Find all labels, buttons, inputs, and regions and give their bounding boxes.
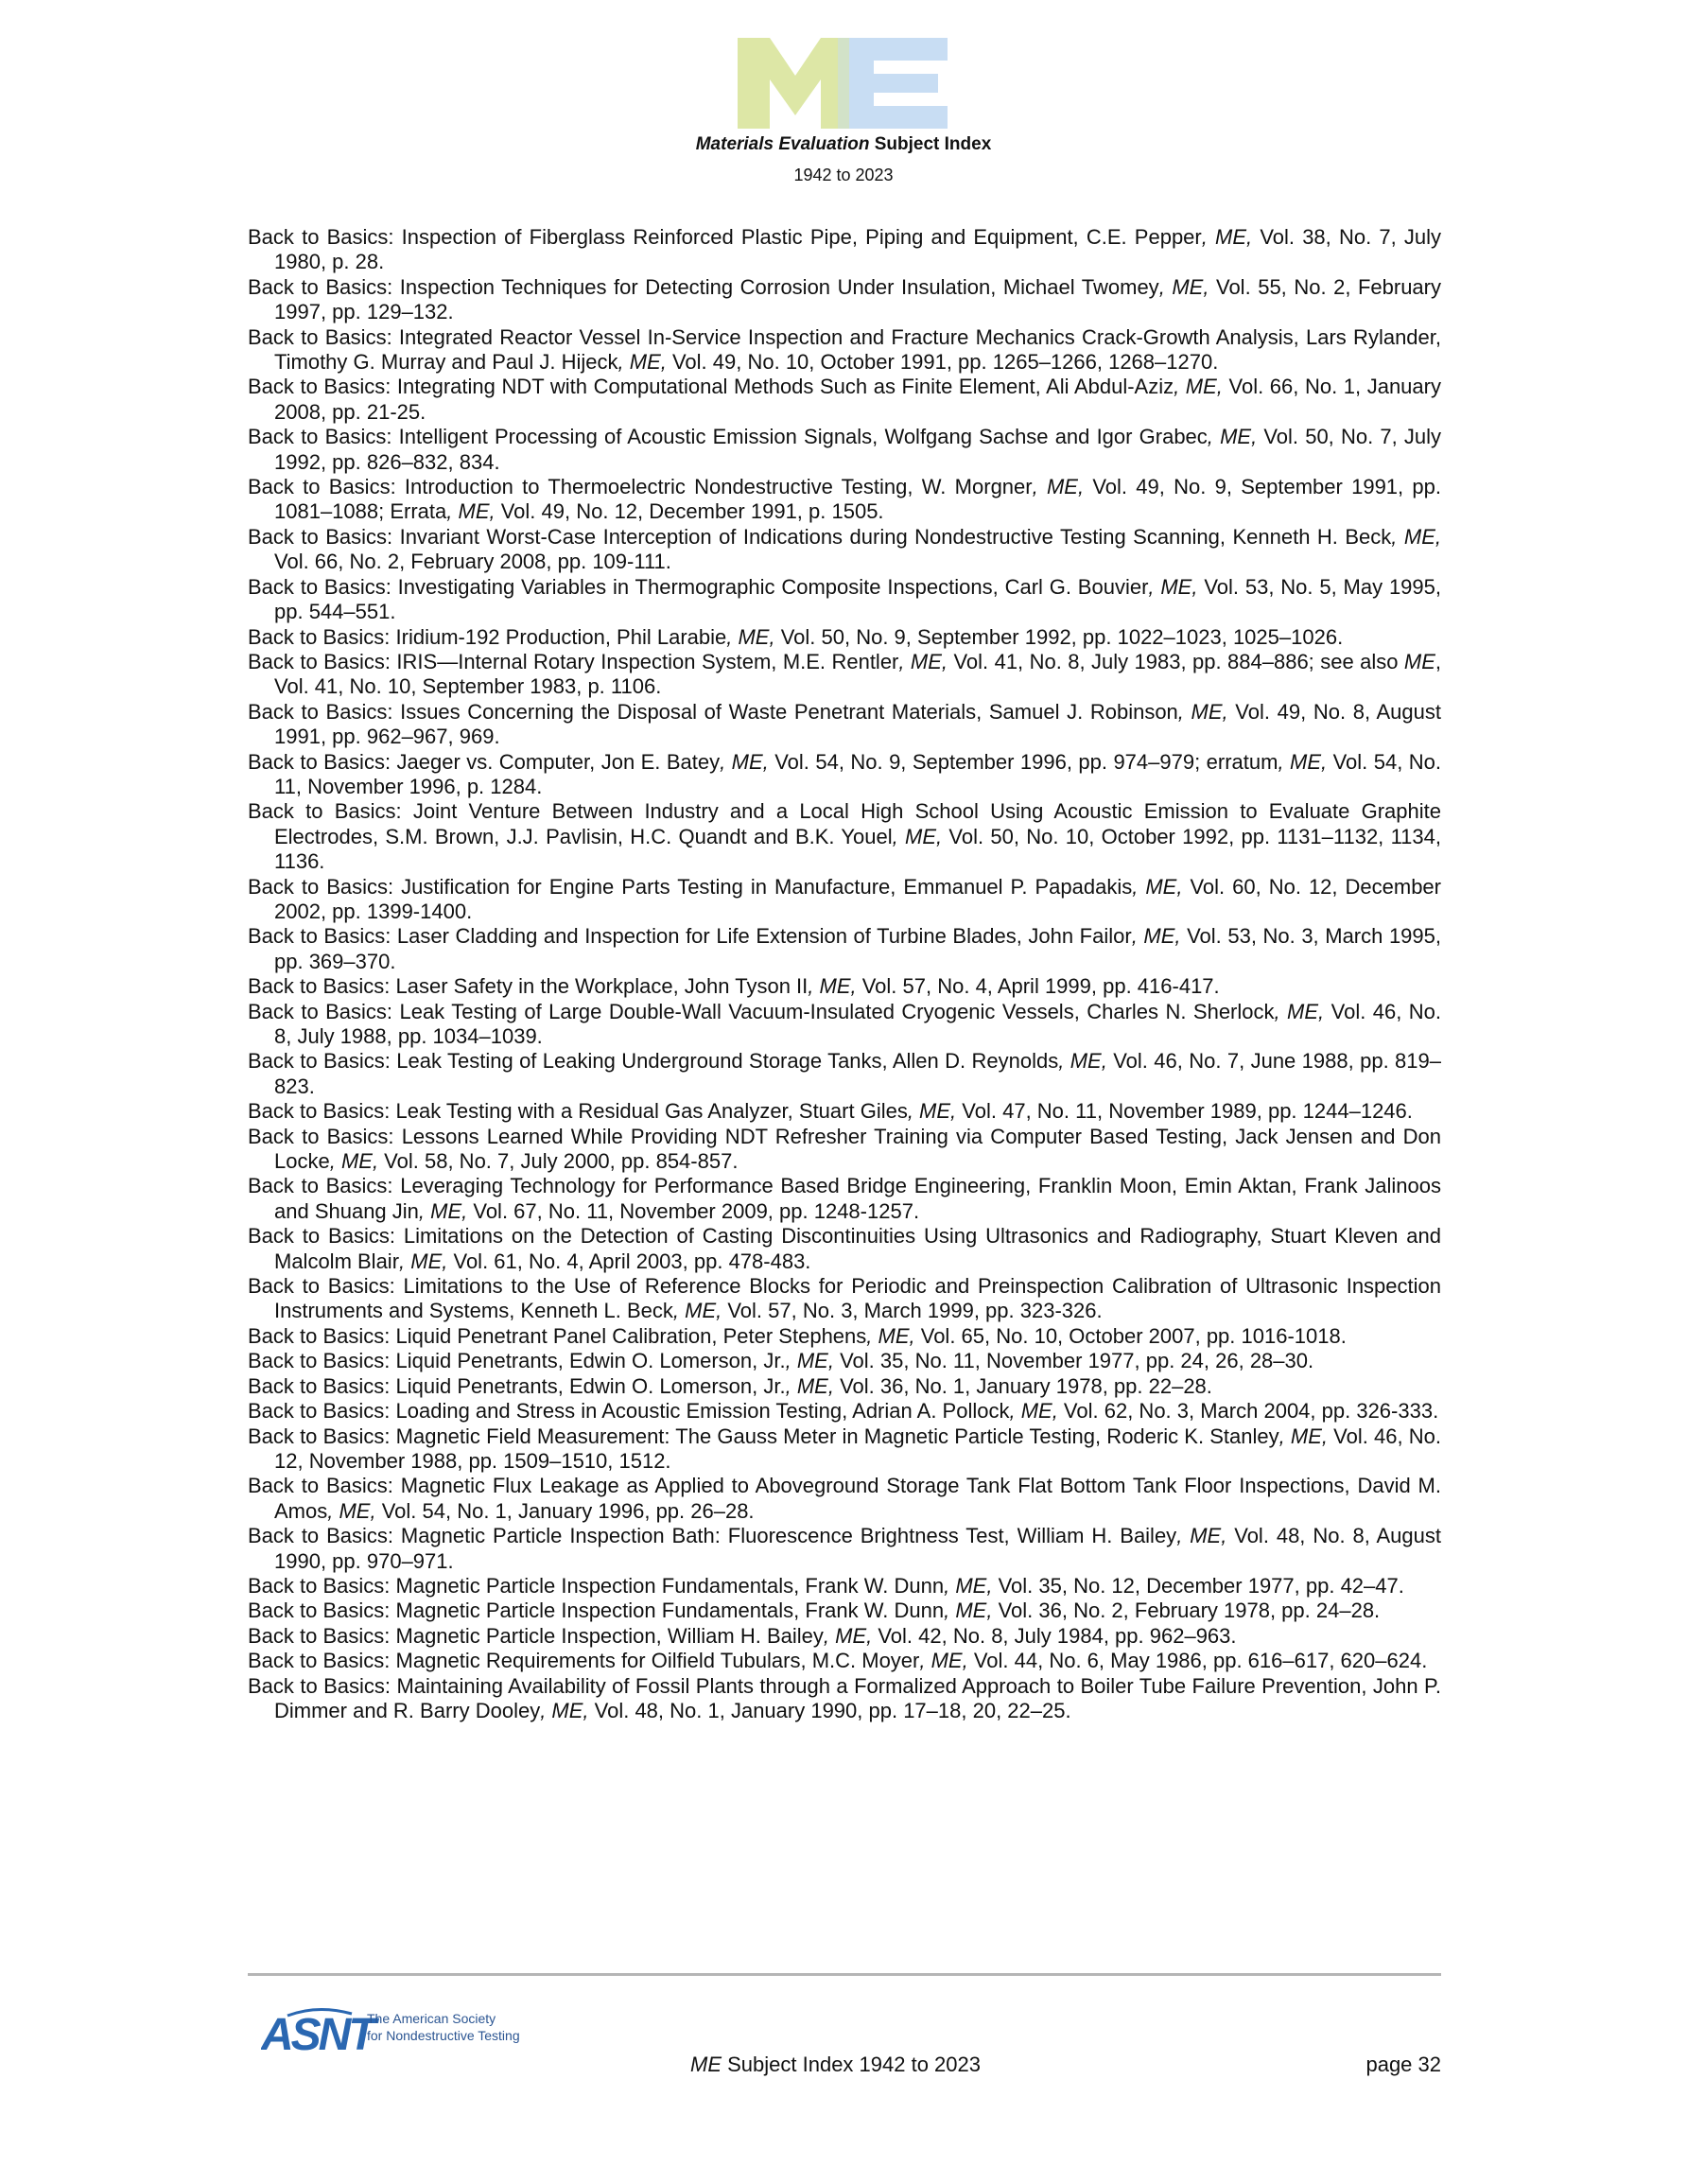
index-entry: Back to Basics: Leveraging Technology for Performance Based Bridge Engineering, Franklin Moon, Emin Aktan, Frank Jalinoos and Shuang Jin, ME, Vol. 67, No. 11, November 2009, pp. 1248-1257. xyxy=(248,1174,1441,1223)
index-entry: Back to Basics: Magnetic Particle Inspection Bath: Fluorescence Brightness Test, William H. Bailey, ME, Vol. 48, No. 8, August 1990, pp. 970–971. xyxy=(248,1524,1441,1573)
footer-title: ME Subject Index 1942 to 2023 xyxy=(690,2053,981,2076)
index-entry: Back to Basics: Joint Venture Between Industry and a Local High School Using Acoustic Emission to Evaluate Graphite Electrodes, S.M. Brown, J.J. Pavlisin, H.C. Quandt and B.K. Youel, ME, Vol. 50, No. 10, October 1992, pp. 1131–1132, 1134, 1136. xyxy=(248,799,1441,874)
index-entry: Back to Basics: Limitations to the Use of Reference Blocks for Periodic and Preinspection Calibration of Ultrasonic Inspection Instruments and Systems, Kenneth L. Beck, ME, Vol. 57, No. 3, March 1999, pp. 323-326. xyxy=(248,1274,1441,1323)
svg-text:for Nondestructive Testing: for Nondestructive Testing xyxy=(367,2028,520,2043)
page-number: page 32 xyxy=(1365,2053,1441,2076)
index-entry: Back to Basics: Magnetic Field Measurement: The Gauss Meter in Magnetic Particle Testing, Roderic K. Stanley, ME, Vol. 46, No. 12, November 1988, pp. 1509–1510, 1512. xyxy=(248,1424,1441,1473)
asnt-logo xyxy=(261,2002,526,2061)
index-entry: Back to Basics: Magnetic Particle Inspection Fundamentals, Frank W. Dunn, ME, Vol. 35, No. 12, December 1977, pp. 42–47. xyxy=(248,1573,1404,1598)
entry-list xyxy=(248,225,1441,1723)
index-entry: Back to Basics: Magnetic Flux Leakage as Applied to Aboveground Storage Tank Flat Bottom Tank Floor Inspections, David M. Amos, ME, Vol. 54, No. 1, January 1996, pp. 26–28. xyxy=(248,1474,1441,1523)
index-entry: Back to Basics: Intelligent Processing of Acoustic Emission Signals, Wolfgang Sachse and Igor Grabec, ME, Vol. 50, No. 7, July 1992, pp. 826–832, 834. xyxy=(248,425,1441,474)
index-entry: Back to Basics: Integrated Reactor Vessel In-Service Inspection and Fracture Mechanics Crack-Growth Analysis, Lars Rylander, Timothy G. Murray and Paul J. Hijeck, ME, Vol. 49, No. 10, October 1991, pp. 1265–1266, 1268–1270. xyxy=(248,324,1441,375)
index-entry: Back to Basics: Investigating Variables in Thermographic Composite Inspections, Carl G. Bouvier, ME, Vol. 53, No. 5, May 1995, pp. 544–551. xyxy=(248,574,1441,624)
index-title: Materials Evaluation Subject Index xyxy=(695,134,992,154)
svg-text:ASNT: ASNT xyxy=(261,2010,374,2060)
index-entry: Back to Basics: Leak Testing of Large Double-Wall Vacuum-Insulated Cryogenic Vessels, Charles N. Sherlock, ME, Vol. 46, No. 8, July 1988, pp. 1034–1039. xyxy=(248,999,1442,1048)
index-entry: Back to Basics: Maintaining Availability of Fossil Plants through a Formalized Approach to Boiler Tube Failure Prevention, John P. Dimmer and R. Barry Dooley, ME, Vol. 48, No. 1, January 1990, pp. 17–18, 20, 22–25. xyxy=(248,1673,1441,1722)
index-entry: Back to Basics: Invariant Worst-Case Interception of Indications during Nondestructive Testing Scanning, Kenneth H. Beck, ME, Vol. 66, No. 2, February 2008, pp. 109-111. xyxy=(248,524,1441,574)
index-entry: Back to Basics: Justification for Engine Parts Testing in Manufacture, Emmanuel P. Papadakis, ME, Vol. 60, No. 12, December 2002, pp. 1399-1400. xyxy=(248,874,1441,923)
index-entry: Back to Basics: Liquid Penetrants, Edwin O. Lomerson, Jr., ME, Vol. 35, No. 11, November 1977, pp. 24, 26, 28–30. xyxy=(248,1349,1314,1373)
index-entry: Back to Basics: Magnetic Requirements for Oilfield Tubulars, M.C. Moyer, ME, Vol. 44, No. 6, May 1986, pp. 616–617, 620–624. xyxy=(248,1649,1428,1673)
index-years: 1942 to 2023 xyxy=(793,166,894,184)
svg-text:The American Society: The American Society xyxy=(367,2011,496,2026)
index-entry: Back to Basics: Introduction to Thermoelectric Nondestructive Testing, W. Morgner, ME, Vol. 49, No. 9, September 1991, pp. 1081–1088; Errata, ME, Vol. 49, No. 12, December 1991, p. 1505. xyxy=(248,475,1441,524)
index-entry: Back to Basics: Lessons Learned While Providing NDT Refresher Training via Computer Based Testing, Jack Jensen and Don Locke, ME, Vol. 58, No. 7, July 2000, pp. 854-857. xyxy=(248,1124,1441,1174)
index-entry: Back to Basics: Laser Safety in the Workplace, John Tyson II, ME, Vol. 57, No. 4, April 1999, pp. 416-417. xyxy=(248,974,1220,999)
index-entry: Back to Basics: Magnetic Particle Inspection, William H. Bailey, ME, Vol. 42, No. 8, July 1984, pp. 962–963. xyxy=(248,1623,1237,1648)
index-entry: Back to Basics: Inspection of Fiberglass Reinforced Plastic Pipe, Piping and Equipment, C.E. Pepper, ME, Vol. 38, No. 7, July 1980, p. 28. xyxy=(248,225,1442,274)
index-entry: Back to Basics: Limitations on the Detection of Casting Discontinuities Using Ultrasonics and Radiography, Stuart Kleven and Malcolm Blair, ME, Vol. 61, No. 4, April 2003, pp. 478-483. xyxy=(248,1224,1441,1273)
index-entry: Back to Basics: Laser Cladding and Inspection for Life Extension of Turbine Blades, John Failor, ME, Vol. 53, No. 3, March 1995, pp. 369–370. xyxy=(248,924,1441,973)
me-logo xyxy=(738,38,948,129)
index-entry: Back to Basics: Integrating NDT with Computational Methods Such as Finite Element, Ali Abdul-Aziz, ME, Vol. 66, No. 1, January 2008, pp. 21-25. xyxy=(248,375,1441,424)
index-entry: Back to Basics: Leak Testing of Leaking Underground Storage Tanks, Allen D. Reynolds, ME, Vol. 46, No. 7, June 1988, pp. 819–823. xyxy=(248,1049,1441,1098)
index-entry: Back to Basics: Magnetic Particle Inspection Fundamentals, Frank W. Dunn, ME, Vol. 36, No. 2, February 1978, pp. 24–28. xyxy=(248,1599,1381,1623)
index-entry: Back to Basics: Inspection Techniques for Detecting Corrosion Under Insulation, Michael Twomey, ME, Vol. 55, No. 2, February 1997, pp. 129–132. xyxy=(248,274,1441,324)
index-entry: Back to Basics: Loading and Stress in Acoustic Emission Testing, Adrian A. Pollock, ME, Vol. 62, No. 3, March 2004, pp. 326-333. xyxy=(248,1399,1439,1424)
index-entry: Back to Basics: Liquid Penetrant Panel Calibration, Peter Stephens, ME, Vol. 65, No. 10, October 2007, pp. 1016-1018. xyxy=(248,1323,1347,1348)
index-entry: Back to Basics: Liquid Penetrants, Edwin O. Lomerson, Jr., ME, Vol. 36, No. 1, January 1978, pp. 22–28. xyxy=(248,1373,1212,1398)
index-entry: Back to Basics: IRIS—Internal Rotary Inspection System, M.E. Rentler, ME, Vol. 41, No. 8, July 1983, pp. 884–886; see also ME, Vol. 41, No. 10, September 1983, p. 1106. xyxy=(248,649,1442,699)
index-entry: Back to Basics: Issues Concerning the Disposal of Waste Penetrant Materials, Samuel J. Robinson, ME, Vol. 49, No. 8, August 1991, pp. 962–967, 969. xyxy=(248,699,1441,749)
footer-divider xyxy=(248,1973,1441,1976)
index-entry: Back to Basics: Iridium-192 Production, Phil Larabie, ME, Vol. 50, No. 9, September 1992, pp. 1022–1023, 1025–1026. xyxy=(248,624,1344,649)
index-entry: Back to Basics: Jaeger vs. Computer, Jon E. Batey, ME, Vol. 54, No. 9, September 1996, pp. 974–979; erratum, ME, Vol. 54, No. 11, November 1996, p. 1284. xyxy=(248,749,1441,798)
index-entry: Back to Basics: Leak Testing with a Residual Gas Analyzer, Stuart Giles, ME, Vol. 47, No. 11, November 1989, pp. 1244–1246. xyxy=(248,1099,1413,1124)
